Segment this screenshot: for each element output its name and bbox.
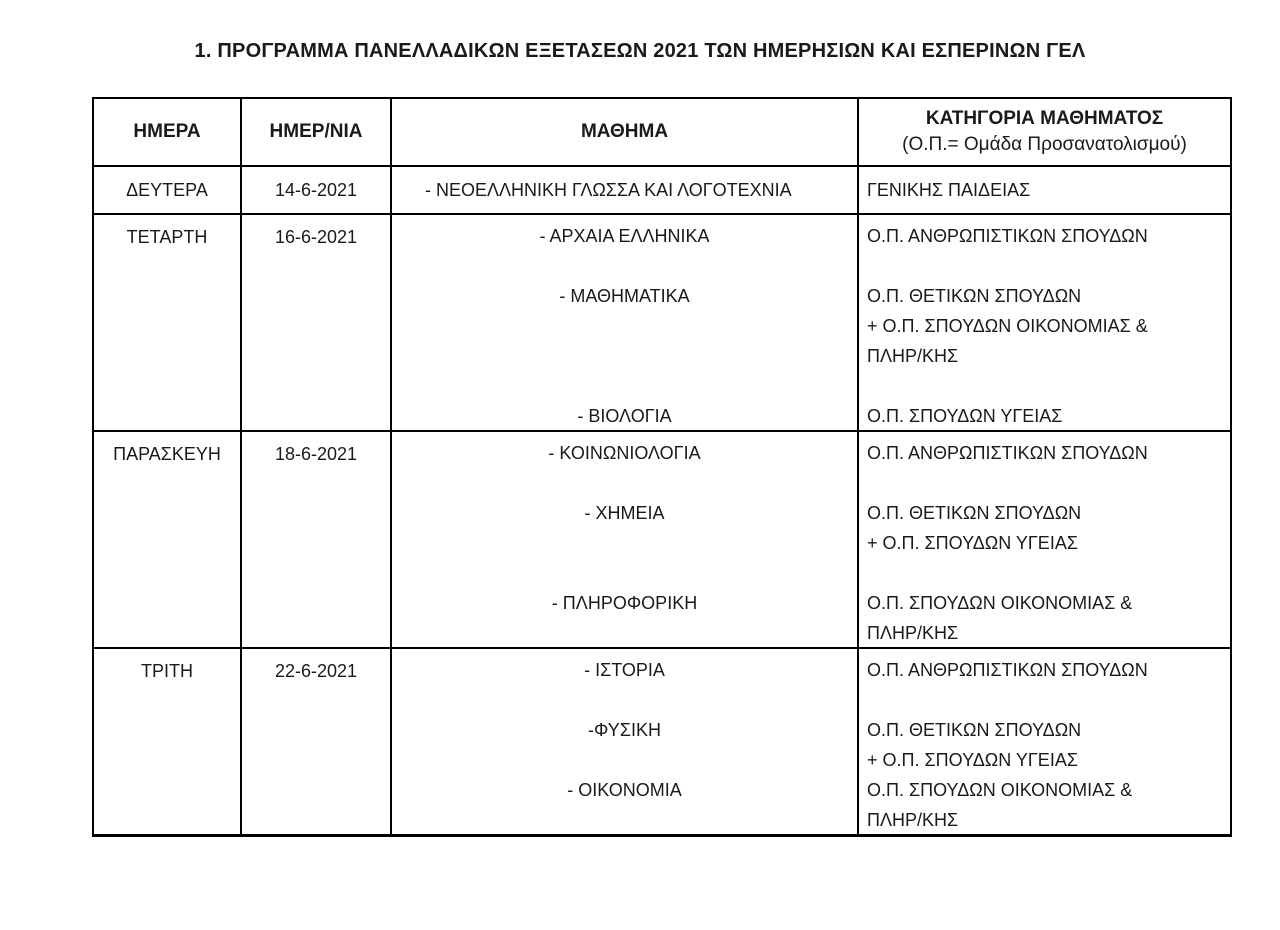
- header-category-title: ΚΑΤΗΓΟΡΙΑ ΜΑΘΗΜΑΤΟΣ: [925, 108, 1164, 129]
- category-cell: [859, 649, 1230, 834]
- subject-line: [392, 468, 857, 498]
- date-cell: 14-6-2021: [242, 167, 392, 213]
- day-cell: ΠΑΡΑΣΚΕΥΗ: [94, 432, 242, 647]
- subject-cell: [392, 649, 859, 834]
- category-line: Ο.Π. ΘΕΤΙΚΩΝ ΣΠΟΥΔΩΝ: [867, 286, 1082, 306]
- day-cell: ΤΡΙΤΗ: [94, 649, 242, 834]
- category-line: [859, 251, 1230, 281]
- subject-line: [392, 618, 857, 647]
- header-subject: ΜΑΘΗΜΑ: [392, 99, 859, 165]
- category-line: [859, 468, 1230, 498]
- subject-line: - ΟΙΚΟΝΟΜΙΑ: [567, 780, 682, 800]
- table-header-row: [94, 99, 1230, 167]
- category-line: Ο.Π. ΘΕΤΙΚΩΝ ΣΠΟΥΔΩΝ: [867, 503, 1082, 523]
- exam-schedule-table: [92, 97, 1232, 837]
- category-line: ΠΛΗΡ/ΚΗΣ: [867, 623, 959, 643]
- date-cell: 18-6-2021: [242, 432, 392, 647]
- category-line: [859, 685, 1230, 715]
- header-category: [859, 99, 1230, 165]
- subject-line: [392, 805, 857, 834]
- subject-line: [392, 745, 857, 775]
- table-row: [94, 649, 1230, 834]
- category-line: + Ο.Π. ΣΠΟΥΔΩΝ ΥΓΕΙΑΣ: [867, 750, 1078, 770]
- category-line: + Ο.Π. ΣΠΟΥΔΩΝ ΟΙΚΟΝΟΜΙΑΣ &: [867, 316, 1148, 336]
- subject-line: -ΦΥΣΙΚΗ: [588, 720, 661, 740]
- category-lines: [859, 215, 1230, 430]
- category-line: Ο.Π. ΑΝΘΡΩΠΙΣΤΙΚΩΝ ΣΠΟΥΔΩΝ: [867, 443, 1148, 463]
- subject-line: - ΧΗΜΕΙΑ: [584, 503, 665, 523]
- category-lines: [859, 167, 1230, 213]
- category-line: Ο.Π. ΑΝΘΡΩΠΙΣΤΙΚΩΝ ΣΠΟΥΔΩΝ: [867, 660, 1148, 680]
- category-line: ΠΛΗΡ/ΚΗΣ: [867, 810, 959, 830]
- header-day: ΗΜΕΡΑ: [94, 99, 242, 165]
- subject-line: [392, 558, 857, 588]
- day-cell: ΤΕΤΑΡΤΗ: [94, 215, 242, 430]
- day-cell: ΔΕΥΤΕΡΑ: [94, 167, 242, 213]
- subject-line: - ΝΕΟΕΛΛΗΝΙΚΗ ΓΛΩΣΣΑ ΚΑΙ ΛΟΓΟΤΕΧΝΙΑ: [425, 180, 792, 200]
- header-category-subtitle: (Ο.Π.= Ομάδα Προσανατολισμού): [902, 134, 1187, 155]
- subject-cell: [392, 432, 859, 647]
- subject-line: [392, 341, 857, 371]
- subject-line: [392, 685, 857, 715]
- category-cell: [859, 432, 1230, 647]
- subject-line: [392, 371, 857, 401]
- table-row: [94, 215, 1230, 432]
- subject-lines: [392, 167, 857, 213]
- subject-line: - ΜΑΘΗΜΑΤΙΚΑ: [559, 286, 690, 306]
- category-line: Ο.Π. ΣΠΟΥΔΩΝ ΟΙΚΟΝΟΜΙΑΣ &: [867, 593, 1133, 613]
- category-line: ΓΕΝΙΚΗΣ ΠΑΙΔΕΙΑΣ: [867, 180, 1031, 200]
- category-cell: [859, 167, 1230, 213]
- category-cell: [859, 215, 1230, 430]
- subject-line: - ΙΣΤΟΡΙΑ: [584, 660, 665, 680]
- category-line: Ο.Π. ΣΠΟΥΔΩΝ ΥΓΕΙΑΣ: [867, 406, 1063, 426]
- subject-line: - ΑΡΧΑΙΑ ΕΛΛΗΝΙΚΑ: [539, 226, 710, 246]
- category-lines: [859, 432, 1230, 647]
- category-line: Ο.Π. ΣΠΟΥΔΩΝ ΟΙΚΟΝΟΜΙΑΣ &: [867, 780, 1133, 800]
- subject-line: - ΚΟΙΝΩΝΙΟΛΟΓΙΑ: [548, 443, 701, 463]
- header-date: ΗΜΕΡ/ΝΙΑ: [242, 99, 392, 165]
- table-row: [94, 167, 1230, 215]
- subject-lines: [392, 215, 857, 430]
- subject-line: [392, 311, 857, 341]
- subject-lines: [392, 432, 857, 647]
- subject-line: [392, 251, 857, 281]
- subject-line: - ΠΛΗΡΟΦΟΡΙΚΗ: [551, 593, 698, 613]
- subject-cell: [392, 215, 859, 430]
- subject-cell: [392, 167, 859, 213]
- subject-lines: [392, 649, 857, 834]
- category-lines: [859, 649, 1230, 834]
- category-line: ΠΛΗΡ/ΚΗΣ: [867, 346, 959, 366]
- category-line: Ο.Π. ΑΝΘΡΩΠΙΣΤΙΚΩΝ ΣΠΟΥΔΩΝ: [867, 226, 1148, 246]
- subject-line: - ΒΙΟΛΟΓΙΑ: [577, 406, 672, 426]
- table-row: [94, 432, 1230, 649]
- category-line: Ο.Π. ΘΕΤΙΚΩΝ ΣΠΟΥΔΩΝ: [867, 720, 1082, 740]
- category-line: + Ο.Π. ΣΠΟΥΔΩΝ ΥΓΕΙΑΣ: [867, 533, 1078, 553]
- page-title: 1. ΠΡΟΓΡΑΜΜΑ ΠΑΝΕΛΛΑΔΙΚΩΝ ΕΞΕΤΑΣΕΩΝ 2021 ΤΩΝ ΗΜΕΡΗΣΙΩΝ ΚΑΙ ΕΣΠΕΡΙΝΩΝ ΓΕΛ: [194, 40, 1086, 62]
- subject-line: [392, 528, 857, 558]
- date-cell: 16-6-2021: [242, 215, 392, 430]
- date-cell: 22-6-2021: [242, 649, 392, 834]
- category-line: [859, 371, 1230, 401]
- category-line: [859, 558, 1230, 588]
